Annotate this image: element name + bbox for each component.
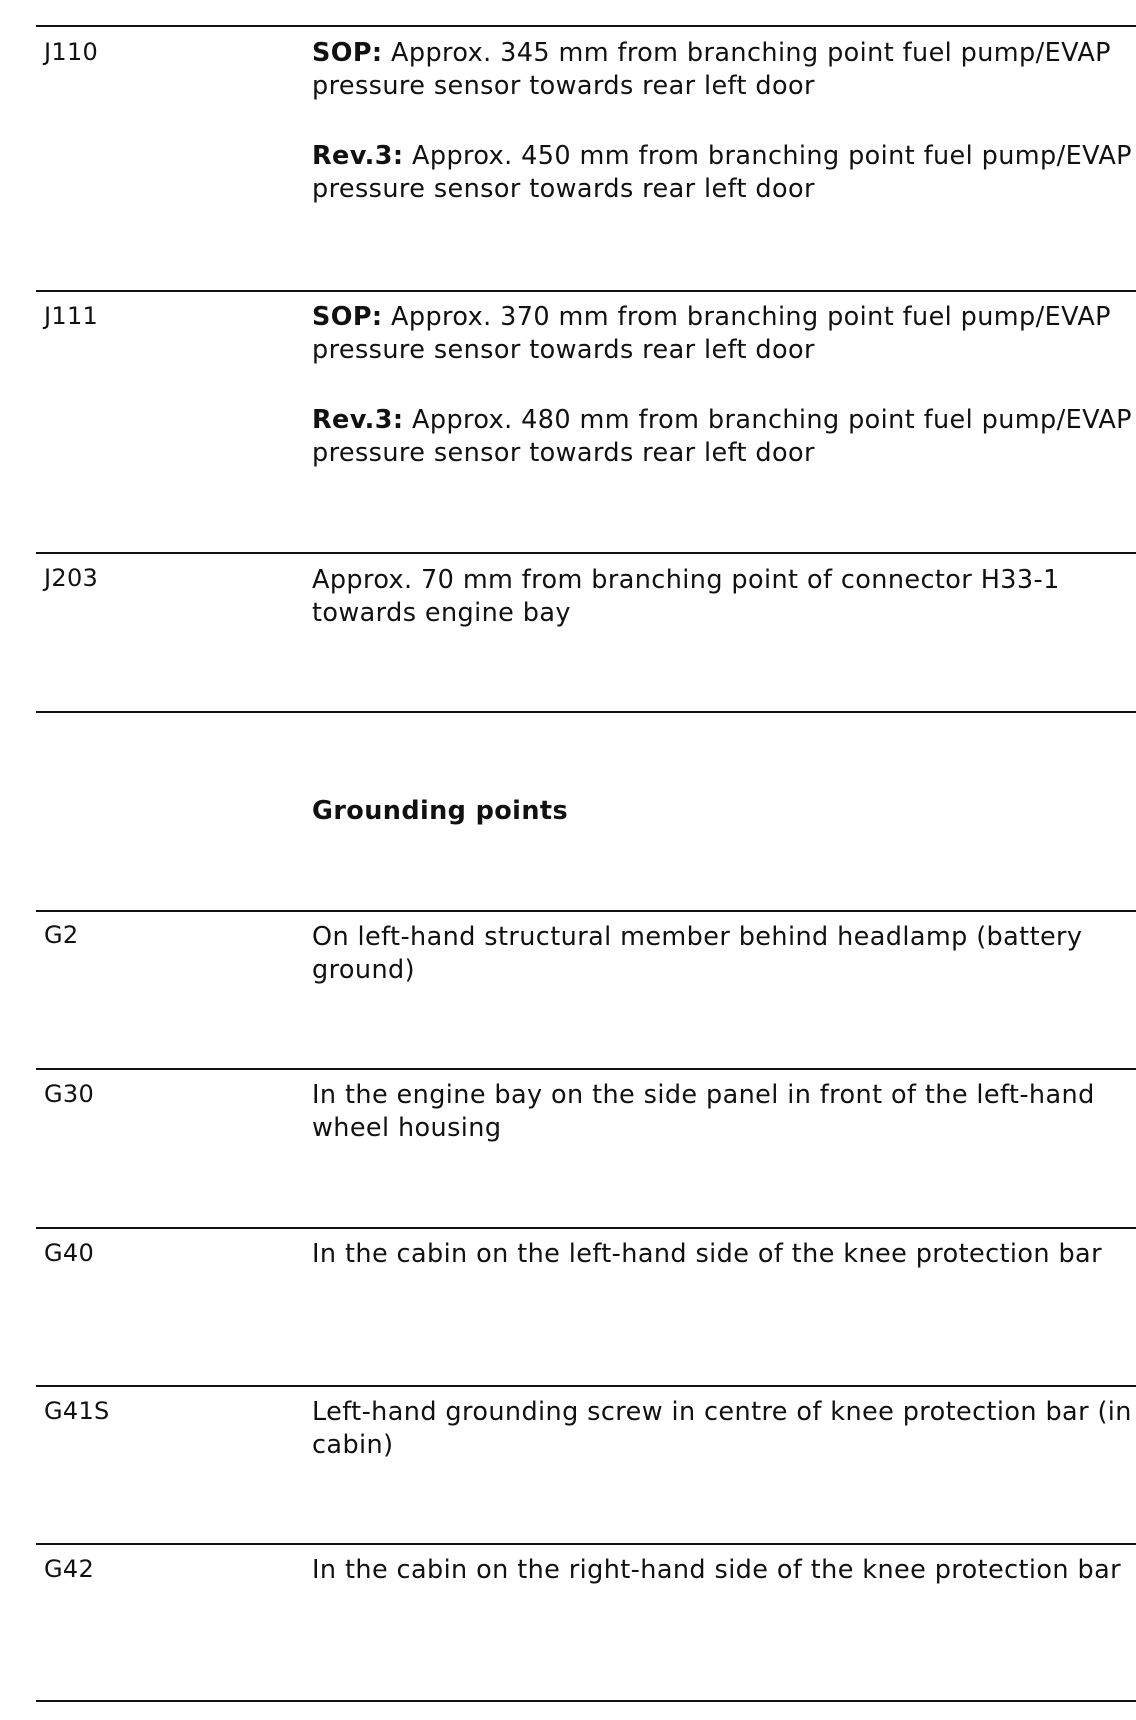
description-text: Approx. 70 mm from branching point of connector H33-1 towards engine bay — [312, 565, 1060, 628]
row-divider — [36, 711, 1136, 713]
connector-description-j110 — [312, 37, 1132, 206]
rev3-entry — [312, 404, 1132, 470]
grounding-id-g30: G30 — [44, 1080, 95, 1108]
description-text: In the cabin on the right-hand side of the knee protection bar — [312, 1555, 1121, 1585]
row-divider — [36, 1227, 1136, 1229]
connector-id-j203: J203 — [44, 564, 99, 592]
row-divider — [36, 552, 1136, 554]
sop-text: Approx. 345 mm from branching point fuel pump/EVAP pressure sensor towards rear left door — [312, 38, 1111, 101]
description-text: Left-hand grounding screw in centre of knee protection bar (in cabin) — [312, 1397, 1132, 1460]
connector-description-j203 — [312, 564, 1132, 630]
description-text: In the engine bay on the side panel in front of the left-hand wheel housing — [312, 1080, 1095, 1143]
rev3-text: Approx. 450 mm from branching point fuel pump/EVAP pressure sensor towards rear left door — [312, 141, 1132, 204]
row-divider — [36, 1700, 1136, 1702]
grounding-description-g2 — [312, 921, 1132, 987]
grounding-description-g42 — [312, 1554, 1132, 1587]
rev3-text: Approx. 480 mm from branching point fuel pump/EVAP pressure sensor towards rear left door — [312, 405, 1132, 468]
grounding-id-g41s: G41S — [44, 1397, 110, 1425]
row-divider — [36, 290, 1136, 292]
rev3-label: Rev.3: — [312, 141, 404, 171]
rev3-entry — [312, 140, 1132, 206]
grounding-description-g40 — [312, 1238, 1132, 1271]
sop-text: Approx. 370 mm from branching point fuel pump/EVAP pressure sensor towards rear left door — [312, 302, 1111, 365]
sop-label: SOP: — [312, 38, 383, 68]
row-divider — [36, 1385, 1136, 1387]
connector-id-j110: J110 — [44, 38, 99, 66]
row-divider — [36, 25, 1136, 27]
grounding-id-g42: G42 — [44, 1555, 95, 1583]
row-divider — [36, 1068, 1136, 1070]
connector-id-j111: J111 — [44, 302, 99, 330]
sop-entry — [312, 301, 1132, 367]
grounding-description-g41s — [312, 1396, 1132, 1462]
grounding-id-g40: G40 — [44, 1239, 95, 1267]
grounding-id-g2: G2 — [44, 921, 79, 949]
section-heading: Grounding points — [312, 796, 569, 826]
description-text: In the cabin on the left-hand side of the knee protection bar — [312, 1239, 1102, 1269]
connector-description-j111 — [312, 301, 1132, 470]
sop-entry — [312, 37, 1132, 103]
row-divider — [36, 1543, 1136, 1545]
row-divider — [36, 910, 1136, 912]
sop-label: SOP: — [312, 302, 383, 332]
rev3-label: Rev.3: — [312, 405, 404, 435]
grounding-description-g30 — [312, 1079, 1132, 1145]
description-text: On left-hand structural member behind headlamp (battery ground) — [312, 922, 1083, 985]
